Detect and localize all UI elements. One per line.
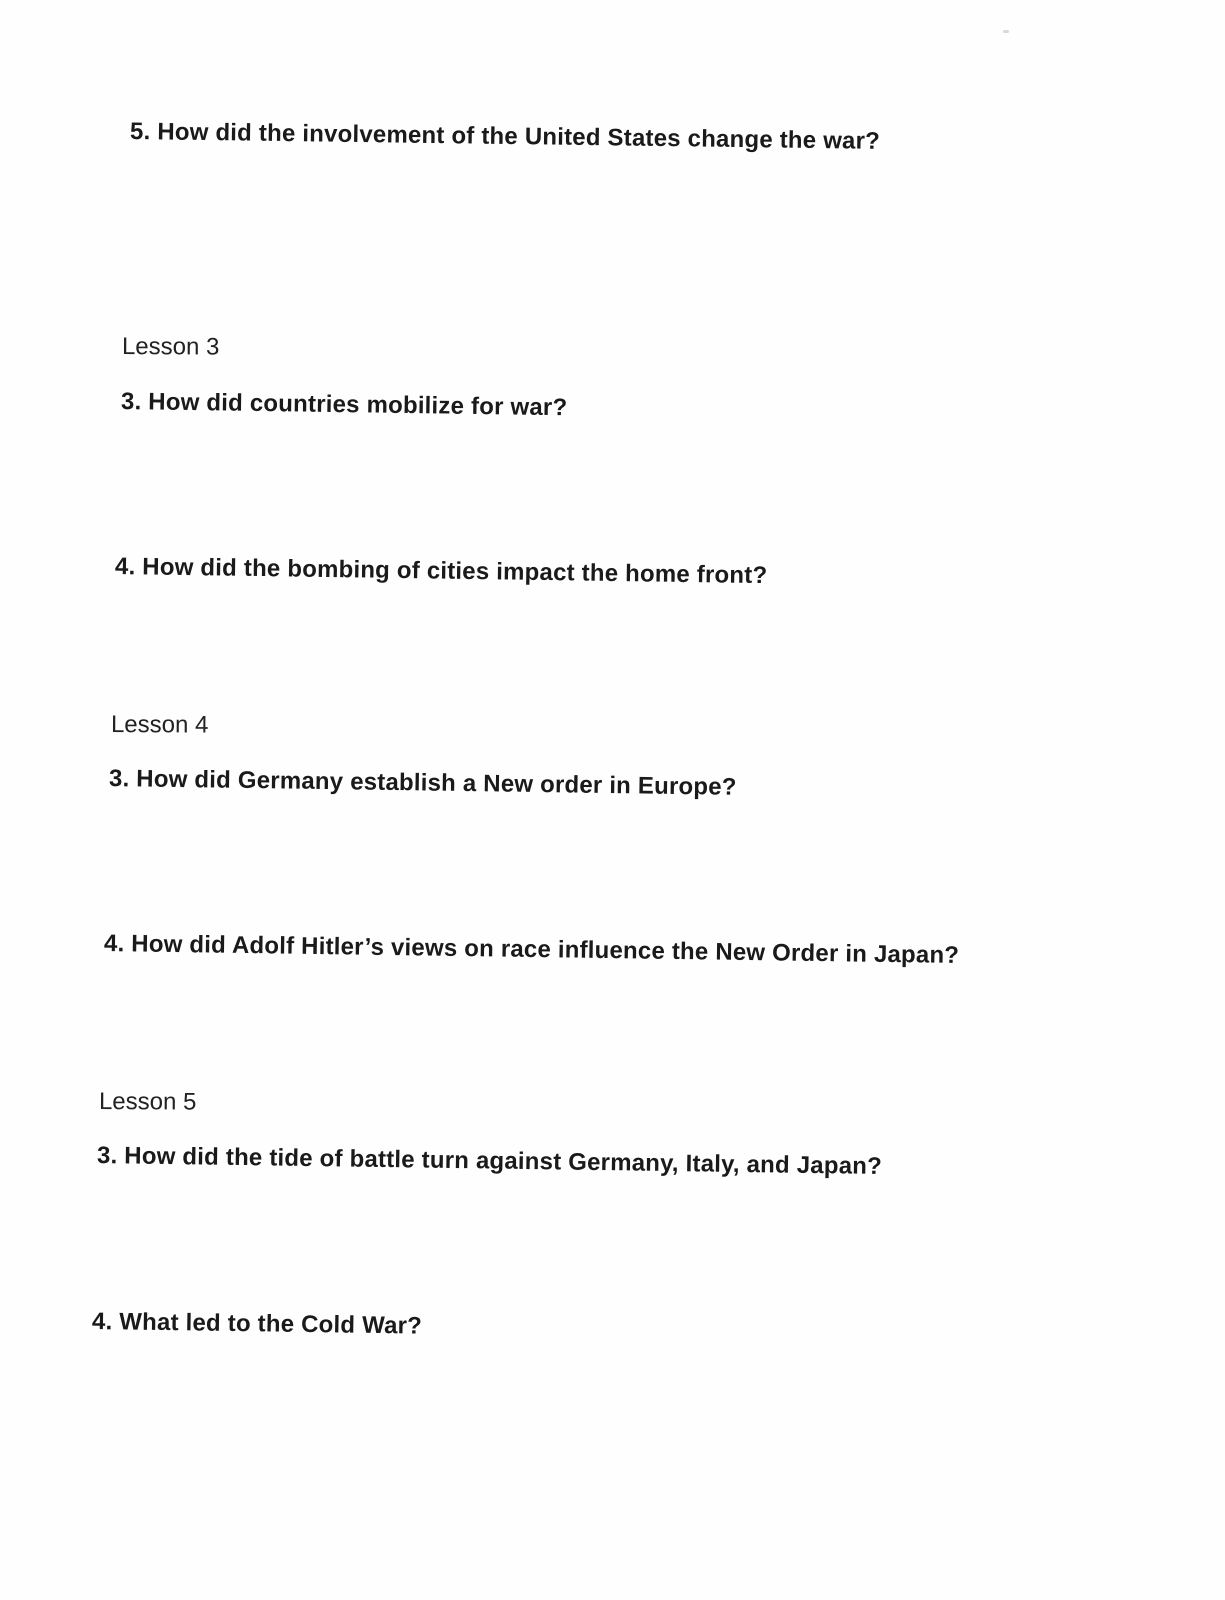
lesson-5-question-4: 4. What led to the Cold War? bbox=[91, 1308, 423, 1340]
scan-speck bbox=[1003, 30, 1009, 33]
lesson-3-heading: Lesson 3 bbox=[121, 333, 220, 361]
lesson-5-question-3: 3. How did the tide of battle turn against Germany, Italy, and Japan? bbox=[96, 1142, 883, 1180]
lesson-5-heading: Lesson 5 bbox=[98, 1088, 197, 1116]
lesson-4-heading: Lesson 4 bbox=[110, 711, 209, 739]
lesson-4-question-3: 3. How did Germany establish a New order in Europe? bbox=[108, 765, 737, 801]
lesson-3-question-4: 4. How did the bombing of cities impact the home front? bbox=[114, 553, 768, 590]
lesson-3-question-3: 3. How did countries mobilize for war? bbox=[120, 388, 568, 422]
question-5: 5. How did the involvement of the United States change the war? bbox=[129, 118, 881, 155]
lesson-4-question-4: 4. How did Adolf Hitler’s views on race influence the New Order in Japan? bbox=[103, 930, 960, 969]
